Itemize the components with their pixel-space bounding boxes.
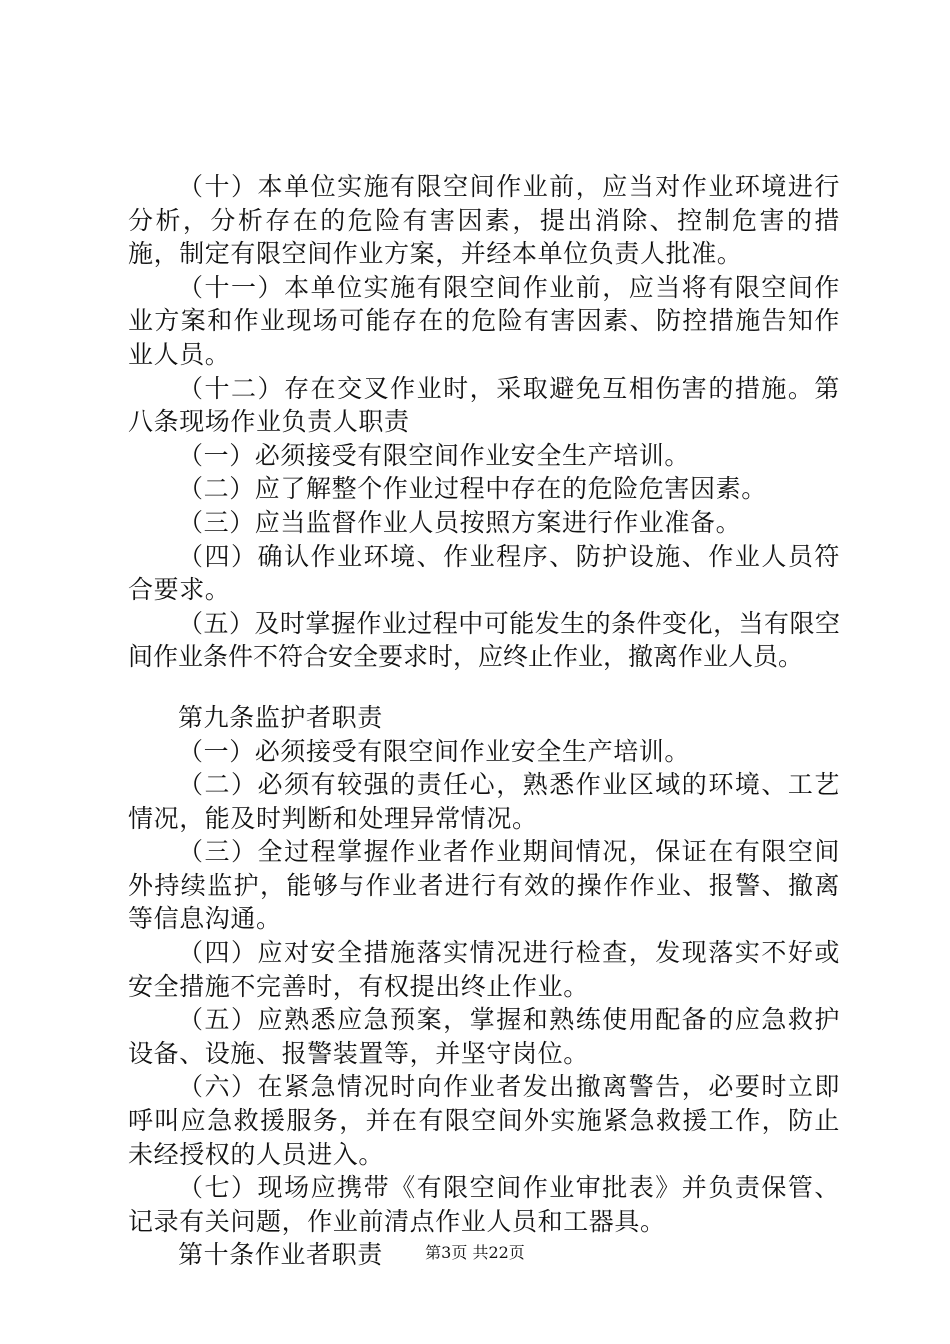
paragraph-10: （十）本单位实施有限空间作业前，应当对作业环境进行分析，分析存在的危险有害因素，提出消除、控制危害的措施，制定有限空间作业方案，并经本单位负责人批准。 xyxy=(128,172,840,269)
article-9-item-1: （一）必须接受有限空间作业安全生产培训。 xyxy=(178,736,691,766)
article-9-item-4: （四）应对安全措施落实情况进行检查，发现落实不好或安全措施不完善时，有权提出终止作业。 xyxy=(128,938,840,1001)
article-8-item-5: （五）及时掌握作业过程中可能发生的条件变化，当有限空间作业条件不符合安全要求时，应终止作业，撤离作业人员。 xyxy=(128,608,840,672)
article-9-item-6: （六）在紧急情况时向作业者发出撤离警告，必要时立即呼叫应急救援服务，并在有限空间外实施紧急救援工作，防止未经授权的人员进入。 xyxy=(128,1072,840,1169)
page-number-footer: 第3页 共22页 xyxy=(425,1243,525,1262)
article-10-heading: 第十条作业者职责 xyxy=(178,1240,383,1270)
article-9-item-3: （三）全过程掌握作业者作业期间情况，保证在有限空间外持续监护，能够与作业者进行有效的操作作业、报警、撤离等信息沟通。 xyxy=(128,837,840,934)
article-9-item-5: （五）应熟悉应急预案，掌握和熟练使用配备的应急救护设备、设施、报警装置等，并坚守岗位。 xyxy=(128,1005,840,1068)
paragraph-11: （十一）本单位实施有限空间作业前，应当将有限空间作业方案和作业现场可能存在的危险有害因素、防控措施告知作业人员。 xyxy=(128,272,840,369)
article-9-item-2: （二）必须有较强的责任心，熟悉作业区域的环境、工艺情况，能及时判断和处理异常情况。 xyxy=(128,770,840,833)
document-body xyxy=(128,170,840,1272)
article-8-item-1: （一）必须接受有限空间作业安全生产培训。 xyxy=(178,440,691,470)
article-8-item-4: （四）确认作业环境、作业程序、防护设施、作业人员符合要求。 xyxy=(128,541,840,605)
paragraph-12: （十二）存在交叉作业时，采取避免互相伤害的措施。第八条现场作业负责人职责 xyxy=(128,373,840,437)
article-9-heading: 第九条监护者职责 xyxy=(178,702,383,732)
article-8-item-2: （二）应了解整个作业过程中存在的危险危害因素。 xyxy=(178,474,767,504)
article-8-item-3: （三）应当监督作业人员按照方案进行作业准备。 xyxy=(178,507,742,537)
article-9-item-7: （七）现场应携带《有限空间作业审批表》并负责保管、记录有关问题，作业前清点作业人员和工器具。 xyxy=(128,1173,840,1236)
